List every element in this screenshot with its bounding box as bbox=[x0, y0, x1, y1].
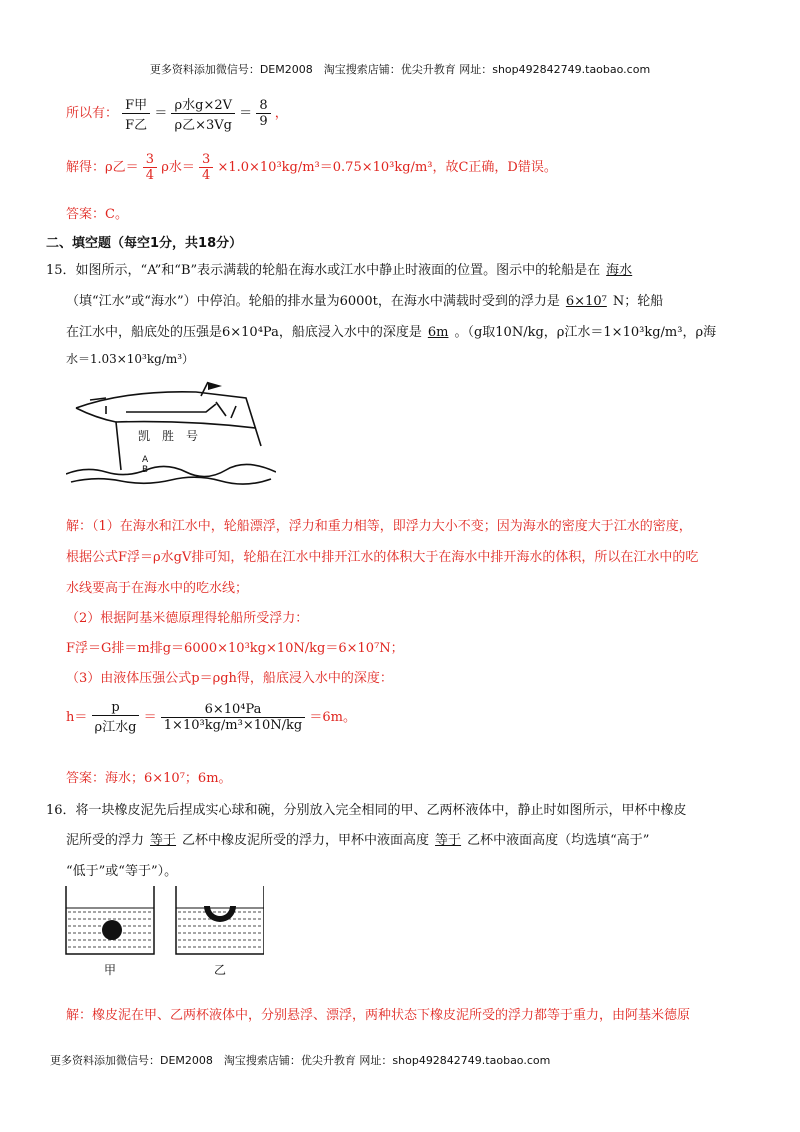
solve-frac-1: $\frac{3}{4}$ bbox=[143, 152, 157, 183]
q15-sol3: 水线要高于在海水中的吃水线； bbox=[66, 581, 249, 596]
q14-solve: 解得：ρ乙＝ $\frac{3}{4}$ ρ水＝ $\frac{3}{4}$ ×1.0×10³kg/m³＝0.75×10³kg/m³，故C正确，D错误。 bbox=[66, 152, 557, 183]
q15-line3: 在江水中，船底处的压强是6×10⁴Pa，船底浸入水中的深度是 6m 。（g取10N/kg，ρ江水＝1×10³kg/m³，ρ海 bbox=[66, 325, 717, 340]
q16-blank2: 等于 bbox=[435, 833, 462, 848]
h-frac-1: $\frac{p}{\text{ρ江水g}}$ bbox=[92, 700, 140, 735]
q16-sol1: 解：橡皮泥在甲、乙两杯液体中，分别悬浮、漂浮，两种状态下橡皮泥所受的浮力都等于重力，由阿基米德原 bbox=[66, 1008, 691, 1023]
q15-sol1: 解：（1）在海水和江水中，轮船漂浮，浮力和重力相等，即浮力大小不变；因为海水的密度大于江水的密度， bbox=[66, 519, 692, 534]
q15-sol4: （2）根据阿基米德原理得轮船所受浮力： bbox=[66, 611, 309, 626]
ship-name: 凯 胜 号 bbox=[138, 429, 199, 443]
q14-answer: 答案：C。 bbox=[66, 207, 128, 222]
q15-sol2: 根据公式F浮＝ρ水gV排可知，轮船在江水中排开江水的体积大于在海水中排开海水的体积，所以在江水中的吃 bbox=[66, 550, 699, 565]
q15-blank3: 6m bbox=[427, 325, 449, 340]
ratio-prefix: 所以有： bbox=[66, 106, 119, 121]
q15-line1: 15．如图所示，“A”和“B”表示满载的轮船在海水或江水中静止时液面的位置。图示中的轮船是在 海水 bbox=[46, 259, 638, 278]
q15-answer: 答案：海水；6×10⁷；6m。 bbox=[66, 771, 232, 786]
q15-line2: （填“江水”或“海水”）中停泊。轮船的排水量为6000t，在海水中满载时受到的浮力是 6×10⁷ N；轮船 bbox=[66, 294, 664, 309]
q15-blank2: 6×10⁷ bbox=[565, 294, 607, 309]
solve-frac-2: $\frac{3}{4}$ bbox=[199, 152, 213, 183]
q16-line1: 16．将一块橡皮泥先后捏成实心球和碗，分别放入完全相同的甲、乙两杯液体中，静止时如图所示，甲杯中橡皮 bbox=[46, 803, 687, 818]
q16-blank1: 等于 bbox=[150, 833, 177, 848]
q15-line4: 水＝1.03×10³kg/m³） bbox=[66, 352, 195, 366]
q16-line3: “低于”或“等于”）。 bbox=[66, 864, 178, 879]
page-footer: 更多资料添加微信号：DEM2008 淘宝搜索店铺：优尖升教育 网址：shop492842749.taobao.com bbox=[50, 1054, 551, 1067]
beaker-figure bbox=[64, 886, 264, 986]
q14-ratio: 所以有： $\frac{\text{F甲}}{\text{F乙}}$ ＝ $\frac{\text{ρ水g×2V}}{\text{ρ乙×3Vg}}$ ＝ $\frac{8}{9}$ ， bbox=[66, 94, 288, 133]
mark-a: A bbox=[142, 455, 149, 465]
q15-sol6: （3）由液体压强公式p＝ρgh得，船底浸入水中的深度： bbox=[66, 671, 393, 686]
h-frac-2: $\frac{\text{6×10⁴Pa}}{\text{1×10³kg/m³×10N/kg}}$ bbox=[161, 702, 305, 733]
q15-depth-formula: h＝ $\frac{p}{\text{ρ江水g}}$ ＝ $\frac{\text{6×10⁴Pa}}{\text{1×10³kg/m³×10N/kg}}$ ＝6m。 bbox=[66, 700, 356, 735]
q15-sol5: F浮＝G排＝m排g＝6000×10³kg×10N/kg＝6×10⁷N； bbox=[66, 641, 404, 656]
section-title: 二、填空题（每空1分，共18分） bbox=[46, 236, 243, 251]
ratio-frac-mid: $\frac{\text{ρ水g×2V}}{\text{ρ乙×3Vg}}$ bbox=[171, 94, 235, 133]
label-jia: 甲 bbox=[104, 963, 117, 977]
label-yi: 乙 bbox=[214, 963, 227, 977]
ratio-frac-right: $\frac{8}{9}$ bbox=[256, 98, 270, 129]
page-header: 更多资料添加微信号：DEM2008 淘宝搜索店铺：优尖升教育 网址：shop492842749.taobao.com bbox=[149, 63, 651, 76]
ship-figure bbox=[66, 378, 276, 488]
q16-line2: 泥所受的浮力 等于 乙杯中橡皮泥所受的浮力，甲杯中液面高度 等于 乙杯中液面高度（均选填“高于” bbox=[66, 833, 650, 848]
mark-b: B bbox=[142, 465, 149, 475]
ratio-frac-left: $\frac{\text{F甲}}{\text{F乙}}$ bbox=[122, 94, 150, 133]
q15-blank1: 海水 bbox=[606, 263, 633, 278]
